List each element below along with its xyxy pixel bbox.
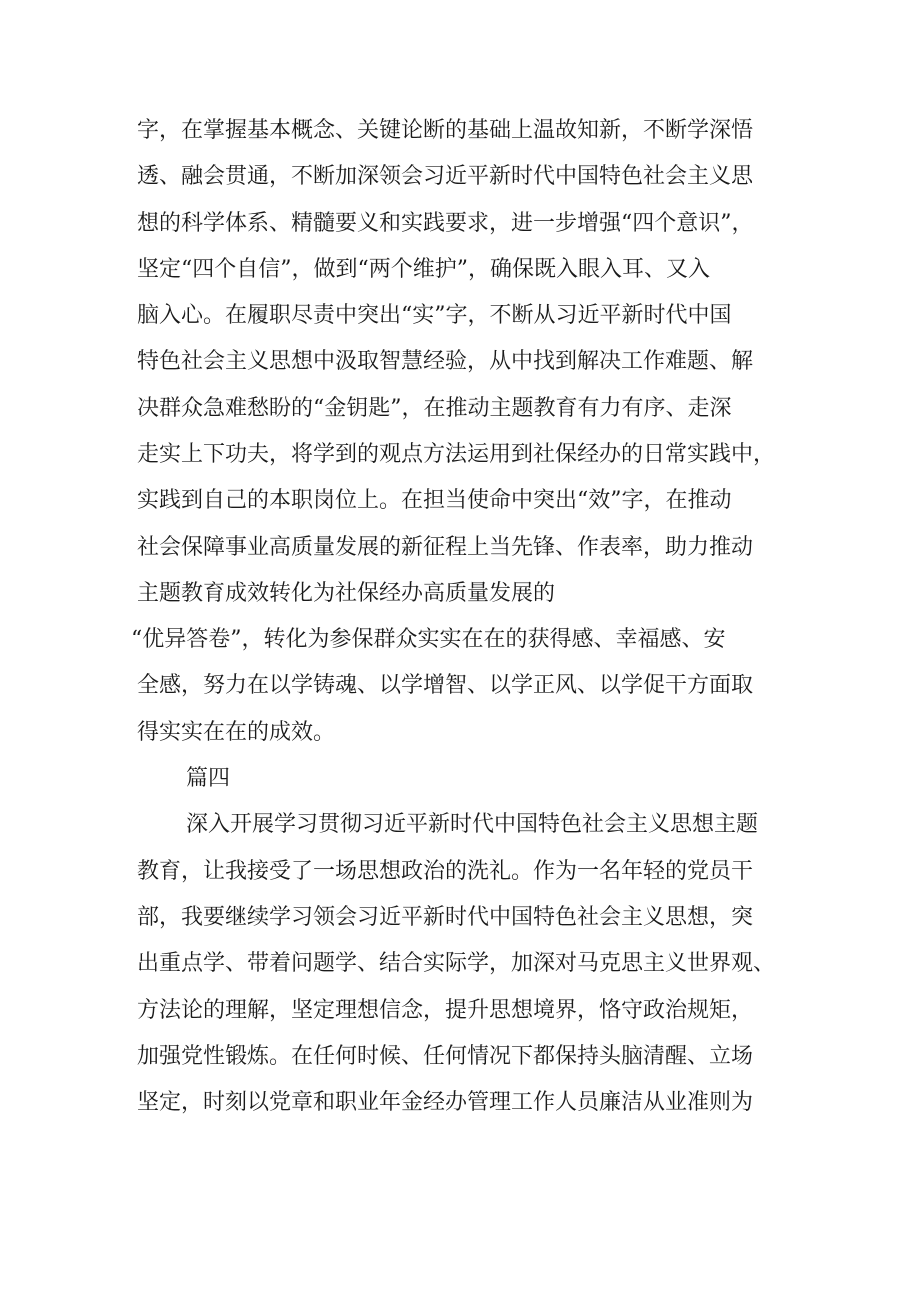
- text-line: 坚定，时刻以党章和职业年金经办管理工作人员廉洁从业准则为: [137, 1090, 754, 1115]
- text-line: 脑入心。在履职尽责中突出“实”字，不断从习近平新时代中国: [137, 303, 732, 328]
- text-line: 坚定“四个自信”，做到“两个维护”，确保既入眼入耳、又入: [137, 257, 710, 282]
- text-line: “优异答卷”，转化为参保群众实实在在的获得感、幸福感、安: [131, 627, 726, 652]
- text-line: 得实实在在的成效。: [137, 720, 336, 745]
- paragraph-first-line: 深入开展学习贯彻习近平新时代中国特色社会主义思想主题: [186, 812, 759, 837]
- text-line: 方法论的理解，坚定理想信念，提升思想境界，恪守政治规矩，: [137, 998, 754, 1023]
- text-line: 实践到自己的本职岗位上。在担当使命中突出“效”字，在推动: [137, 488, 732, 513]
- text-line: 想的科学体系、精髓要义和实践要求，进一步增强“四个意识”，: [137, 211, 754, 236]
- text-line: 特色社会主义思想中汲取智慧经验，从中找到解决工作难题、解: [137, 349, 754, 374]
- text-line: 加强党性锻炼。在任何时候、任何情况下都保持头脑清醒、立场: [137, 1044, 754, 1069]
- text-line: 社会保障事业高质量发展的新征程上当先锋、作表率，助力推动: [137, 535, 754, 560]
- text-line: 字，在掌握基本概念、关键论断的基础上温故知新，不断学深悟: [137, 118, 754, 143]
- text-line: 教育，让我接受了一场思想政治的洗礼。作为一名年轻的党员干: [137, 859, 754, 884]
- text-line: 决群众急难愁盼的“金钥匙”，在推动主题教育有力有序、走深: [137, 396, 732, 421]
- text-line: 部，我要继续学习领会习近平新时代中国特色社会主义思想，突: [137, 905, 754, 930]
- text-line: 走实上下功夫，将学到的观点方法运用到社保经办的日常实践中，: [137, 442, 776, 467]
- text-line: 透、融会贯通，不断加深领会习近平新时代中国特色社会主义思: [137, 164, 754, 189]
- text-line: 主题教育成效转化为社保经办高质量发展的: [137, 581, 556, 606]
- text-line: 全感，努力在以学铸魂、以学增智、以学正风、以学促干方面取: [137, 673, 754, 698]
- text-line: 出重点学、带着问题学、结合实际学，加深对马克思主义世界观、: [137, 951, 776, 976]
- section-heading: 篇四: [186, 766, 231, 791]
